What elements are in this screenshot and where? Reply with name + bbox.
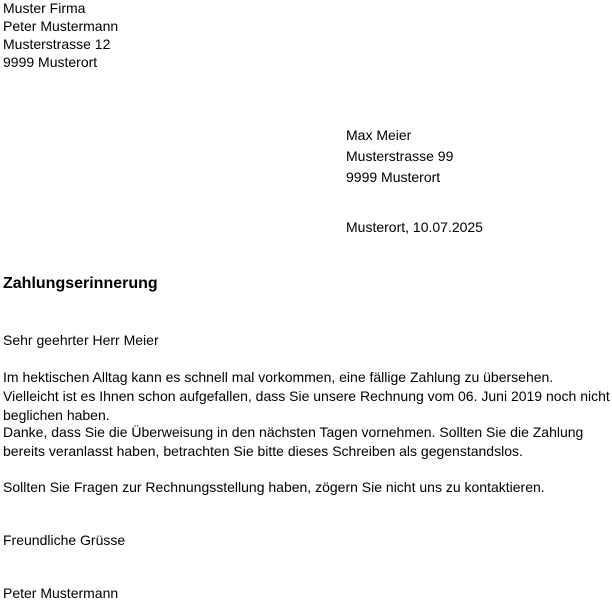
recipient-name: Max Meier [346, 127, 412, 143]
sender-city: 9999 Musterort [3, 54, 98, 70]
sender-street: Musterstrasse 12 [3, 36, 111, 52]
subject-heading: Zahlungserinnerung [3, 275, 158, 292]
salutation: Sehr geehrter Herr Meier [3, 332, 159, 348]
body-paragraph: Im hektischen Alltag kann es schnell mal vorkommen, eine fällige Zahlung zu übersehen. Vielleicht ist es Ihnen schon aufgefallen, dass Sie unsere Rechnung vom 06. Juni 2019 noch nicht beglichen haben. [3, 369, 610, 423]
sender-name: Peter Mustermann [3, 18, 119, 34]
sender-company: Muster Firma [3, 0, 86, 16]
closing: Freundliche Grüsse [3, 532, 126, 548]
recipient-address-block [346, 125, 453, 188]
date-line: Musterort, 10.07.2025 [346, 219, 483, 235]
sender-address-block [3, 0, 118, 71]
body-paragraph: Danke, dass Sie die Überweisung in den nächsten Tagen vornehmen. Sollten Sie die Zahlung bereits veranlasst haben, betrachten Sie bitte dieses Schreiben als gegenstandslos. [3, 424, 584, 459]
recipient-city: 9999 Musterort [346, 169, 441, 185]
signature-name: Peter Mustermann [3, 585, 119, 601]
recipient-street: Musterstrasse 99 [346, 148, 454, 164]
body-paragraph: Sollten Sie Fragen zur Rechnungsstellung haben, zögern Sie nicht uns zu kontaktieren. [3, 479, 545, 495]
